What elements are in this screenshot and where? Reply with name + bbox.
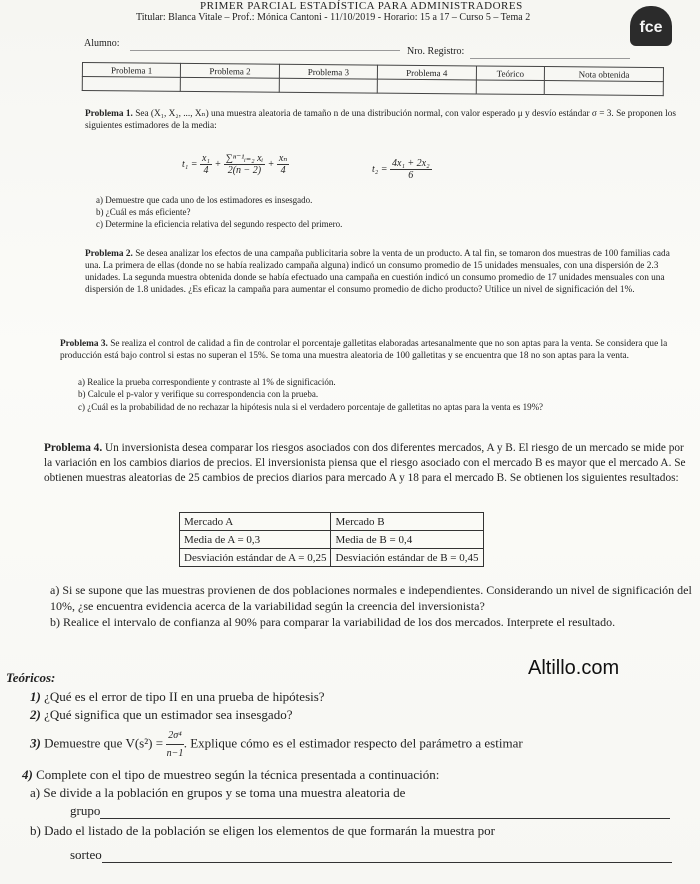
teorico-q3-fraction	[166, 727, 183, 762]
t2-lhs: t₂ =	[372, 163, 388, 175]
mercados-cell: Mercado B	[331, 513, 483, 531]
mercados-table	[179, 512, 484, 567]
t1-frac-2-num: ∑ⁿ⁻¹ᵢ₌₂ xᵢ	[225, 153, 264, 164]
teorico-q3-frac-num: 2σ⁴	[166, 727, 183, 745]
t1-frac-2	[224, 153, 265, 176]
teorico-q1-number: 1)	[30, 689, 41, 704]
teorico-q4-text: Complete con el tipo de muestreo según la técnica presentada a continuación:	[36, 767, 440, 782]
problema2-text	[85, 248, 677, 296]
mercados-cell: Desviación estándar de B = 0,45	[331, 549, 483, 567]
grade-cell	[377, 79, 475, 94]
grade-col-header: Problema 2	[181, 63, 279, 78]
fce-logo-icon: fce	[630, 6, 672, 46]
teorico-q3-number: 3)	[30, 735, 41, 751]
problema3-body: Se realiza el control de calidad a fin de controlar el porcentaje galletitas elaboradas artesanalmente que no son aptas para la venta. Se considera que la producción está bajo control si estas no superan el 15%. Se toma una muestra aleatoria de 100 galletitas y se encuentra que 18 no son aptas para la venta.	[60, 339, 668, 361]
mercados-cell: Media de A = 0,3	[180, 531, 331, 549]
exam-subtitle: Titular: Blanca Vitale – Prof.: Mónica Cantoni - 11/10/2019 - Horario: 15 a 17 – Curso 5 – Tema 2	[136, 12, 531, 23]
grade-col-header: Problema 3	[279, 64, 377, 79]
t1-frac-3-num: xₙ	[278, 153, 288, 164]
teorico-q4	[22, 766, 439, 783]
t2-frac-num: 4x₁ + 2x₂	[392, 158, 430, 169]
answer-blank-line	[102, 862, 672, 863]
problema4-item-b: b) Realice el intervalo de confianza al 90% para comparar la variabilidad de los dos mercados. Interprete el resultado.	[50, 615, 616, 629]
problema1-title: Problema 1.	[85, 109, 133, 119]
mercados-row	[180, 549, 484, 567]
teorico-q4-a-word: grupo	[70, 803, 101, 818]
grade-cell	[279, 78, 377, 93]
grade-cell	[181, 77, 279, 92]
alumno-blank-line	[130, 50, 400, 51]
teorico-q4-a: a) Se divide a la población en grupos y se toma una muestra aleatoria de	[30, 785, 406, 800]
teorico-q4-number: 4)	[22, 767, 33, 782]
t1-lhs: t₁ =	[182, 158, 198, 170]
teorico-q4-a-cont	[70, 802, 670, 819]
t1-frac-1	[200, 153, 212, 176]
grade-col-header: Teórico	[476, 66, 545, 81]
teoricos-title: Teóricos:	[6, 670, 56, 685]
teorico-q1	[30, 688, 325, 705]
problema4-body: Un inversionista desea comparar los riesgos asociados con dos diferentes mercados, A y B. El riesgo de un mercado se mide por la variación en los cambios diarios de precios. El inversionista piensa que el riesgo asociado con el mercado B es mayor que el mercado A. Se obtienen muestras aleatorias de 25 cambios de precios diarios para mercado A y 18 para el mercado B. Se obtienen los siguientes resultados:	[44, 442, 686, 484]
problema2-body: Se desea analizar los efectos de una campaña publicitaria sobre la venta de un producto. A tal fin, se tomaron dos muestras de 100 familias cada una. La primera de ellas (donde no se había realizado campaña alguna) indicó un consumo promedio de 15 unidades mensuales, con una dispersión de 2.3 unidades. La segunda muestra obtenida donde se había efectuado una campaña en cuestión indicó un consumo promedio de 17 unidades mensuales con una dispersión de 1.8 unidades. ¿Es eficaz la campaña para aumentar el consumo promedio de dicho producto? Utilice un nivel de significación del 1%.	[85, 249, 670, 295]
registro-label: Nro. Registro:	[407, 46, 465, 57]
t1-frac-1-num: x₁	[202, 153, 210, 164]
problema3-text	[60, 338, 675, 362]
problema1-text	[85, 108, 680, 132]
alumno-label: Alumno:	[84, 38, 120, 49]
problema3-item-a: a) Realice la prueba correspondiente y contraste al 1% de significación.	[78, 377, 336, 387]
teorico-q4-b-cont	[70, 846, 672, 863]
problema1-item-b: b) ¿Cuál es más eficiente?	[96, 207, 191, 217]
grade-cell	[545, 81, 664, 96]
problema1-item-c: c) Determine la eficiencia relativa del segundo respecto del primero.	[96, 219, 343, 229]
mercados-cell: Mercado A	[180, 513, 331, 531]
teorico-q2-text: ¿Qué significa que un estimador sea insesgado?	[44, 707, 293, 722]
watermark-altillo: Altillo.com	[528, 657, 620, 679]
problema4-item-a: a) Si se supone que las muestras provienen de dos poblaciones normales e independientes. Considerando un nivel de significación del 10%, ¿se encuentra evidencia acerca de la variabilidad según la creencia del inversionista?	[50, 583, 692, 613]
teorico-q3	[30, 727, 695, 762]
teorico-q2-number: 2)	[30, 707, 41, 722]
t1-frac-1-den: 4	[203, 165, 209, 176]
teorico-q3-frac-den: n−1	[166, 748, 184, 759]
teorico-q4-b: b) Dado el listado de la población se eligen los elementos de que formarán la muestra por	[30, 823, 495, 838]
problema1-body: Sea (X₁, X₂, ..., Xₙ) una muestra aleatoria de tamaño n de una distribución normal, con valor esperado μ y desvío estándar σ = 3. Se proponen los siguientes estimadores de la media:	[85, 109, 676, 131]
t1-frac-3	[277, 153, 290, 176]
teorico-q4-b-word: sorteo	[70, 847, 102, 862]
grade-cell	[82, 77, 180, 92]
mercados-row	[180, 531, 484, 549]
problema1-item-a: a) Demuestre que cada uno de los estimadores es insesgado.	[96, 195, 313, 205]
grade-cell	[476, 80, 545, 95]
t1-frac-3-den: 4	[280, 165, 286, 176]
problema2-title: Problema 2.	[85, 249, 133, 259]
problema4-text	[44, 441, 694, 486]
t2-frac	[390, 158, 432, 181]
mercados-row	[180, 513, 484, 531]
exam-title: PRIMER PARCIAL ESTADÍSTICA PARA ADMINISTRADORES	[200, 0, 523, 12]
grade-table	[82, 62, 664, 96]
mercados-cell: Desviación estándar de A = 0,25	[180, 549, 331, 567]
grade-col-header: Problema 4	[377, 65, 475, 80]
registro-blank-line	[470, 58, 630, 59]
problema3-item-b: b) Calcule el p-valor y verifique su correspondencia con la prueba.	[78, 389, 319, 399]
answer-blank-line	[100, 818, 670, 819]
grade-col-header: Nota obtenida	[545, 67, 664, 82]
problema4-title: Problema 4.	[44, 442, 103, 454]
teorico-q1-text: ¿Qué es el error de tipo II en una prueba de hipótesis?	[44, 689, 325, 704]
mercados-cell: Media de B = 0,4	[331, 531, 483, 549]
teorico-q3-post: . Explique cómo es el estimador respecto del parámetro a estimar	[183, 735, 523, 751]
grade-col-header: Problema 1	[82, 63, 180, 78]
estimator-t1: t₁ = $\frac{\text{x₁}}{4}$ + $\frac{\text{∑ⁿ⁻¹ᵢ₌₂ xᵢ}}{2(n - 2)}$ + $\frac{\text{xₙ}}{4}$	[182, 153, 288, 176]
problema3-item-c: c) ¿Cuál es la probabilidad de no rechazar la hipótesis nula si el verdadero porcentaje de galletitas no aptas para la venta es 19%?	[78, 402, 544, 412]
t1-frac-2-den: 2(n − 2)	[227, 165, 262, 176]
problema3-title: Problema 3.	[60, 339, 108, 349]
t2-frac-den: 6	[408, 170, 414, 181]
teorico-q3-pre: Demuestre que V(s²) =	[44, 735, 164, 751]
teorico-q2	[30, 706, 292, 723]
estimator-t2	[372, 158, 432, 181]
